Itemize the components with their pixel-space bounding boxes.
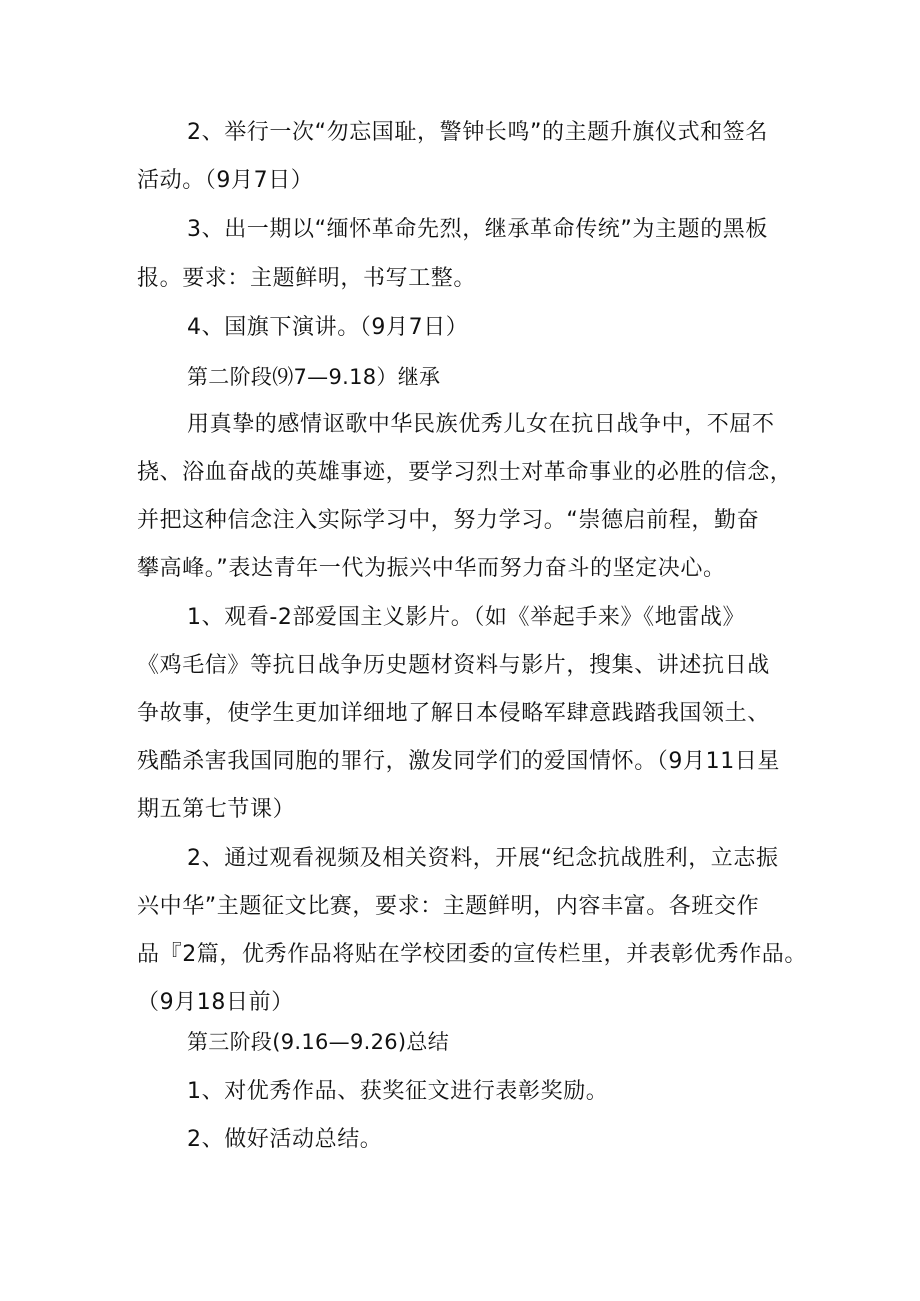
item-2-line-1: 2、举行一次“勿忘国耻，警钟长鸣”的主题升旗仪式和签名 [187, 120, 768, 145]
stage-2-item-1-line: 1、观看-2部爱国主义影片。（如《举起手来》《地雷战》 [187, 605, 746, 630]
stage-2-item-1-line: 残酷杀害我国同胞的罪行，激发同学们的爱国情怀。（9月11日星 [137, 749, 780, 774]
stage-2-item-2-line: 品『2篇，优秀作品将贴在学校团委的宣传栏里，并表彰优秀作品。 [137, 942, 807, 967]
stage-3-heading: 第三阶段(9.16—9.26)总结 [187, 1030, 450, 1054]
stage-2-item-1-line: 《鸡毛信》等抗日战争历史题材资料与影片，搜集、讲述抗日战 [137, 653, 770, 678]
stage-2-intro-line: 攀高峰。”表达青年一代为振兴中华而努力奋斗的坚定决心。 [137, 556, 726, 581]
stage-2-heading: 第二阶段⑼7—9.18）继承 [187, 365, 441, 389]
stage-3-item-1: 1、对优秀作品、获奖征文进行表彰奖励。 [187, 1079, 609, 1104]
stage-2-intro-line: 并把这种信念注入实际学习中，努力学习。“崇德启前程，勤奋 [137, 508, 760, 533]
stage-3-item-2: 2、做好活动总结。 [187, 1127, 383, 1152]
stage-2-item-2-line: 2、通过观看视频及相关资料，开展“纪念抗战胜利，立志振 [187, 846, 779, 871]
item-4: 4、国旗下演讲。（9月7日） [187, 315, 469, 340]
item-3-line-2: 报。要求：主题鲜明，书写工整。 [137, 266, 477, 291]
stage-2-item-2-line: （9月18日前） [137, 990, 294, 1015]
item-3-line-1: 3、出一期以“缅怀革命先烈，继承革命传统”为主题的黑板 [187, 217, 768, 242]
stage-2-item-1-line: 争故事，使学生更加详细地了解日本侵略军肆意践踏我国领土、 [137, 701, 770, 726]
stage-2-item-1-line: 期五第七节课） [137, 797, 296, 822]
stage-2-intro-line: 挠、浴血奋战的英雄事迹，要学习烈士对革命事业的必胜的信念， [137, 460, 793, 485]
stage-2-intro-line: 用真挚的感情讴歌中华民族优秀儿女在抗日战争中，不屈不 [187, 412, 775, 437]
stage-2-item-2-line: 兴中华”主题征文比赛，要求：主题鲜明，内容丰富。各班交作 [137, 894, 760, 919]
item-2-line-2: 活动。（9月7日） [137, 168, 314, 193]
